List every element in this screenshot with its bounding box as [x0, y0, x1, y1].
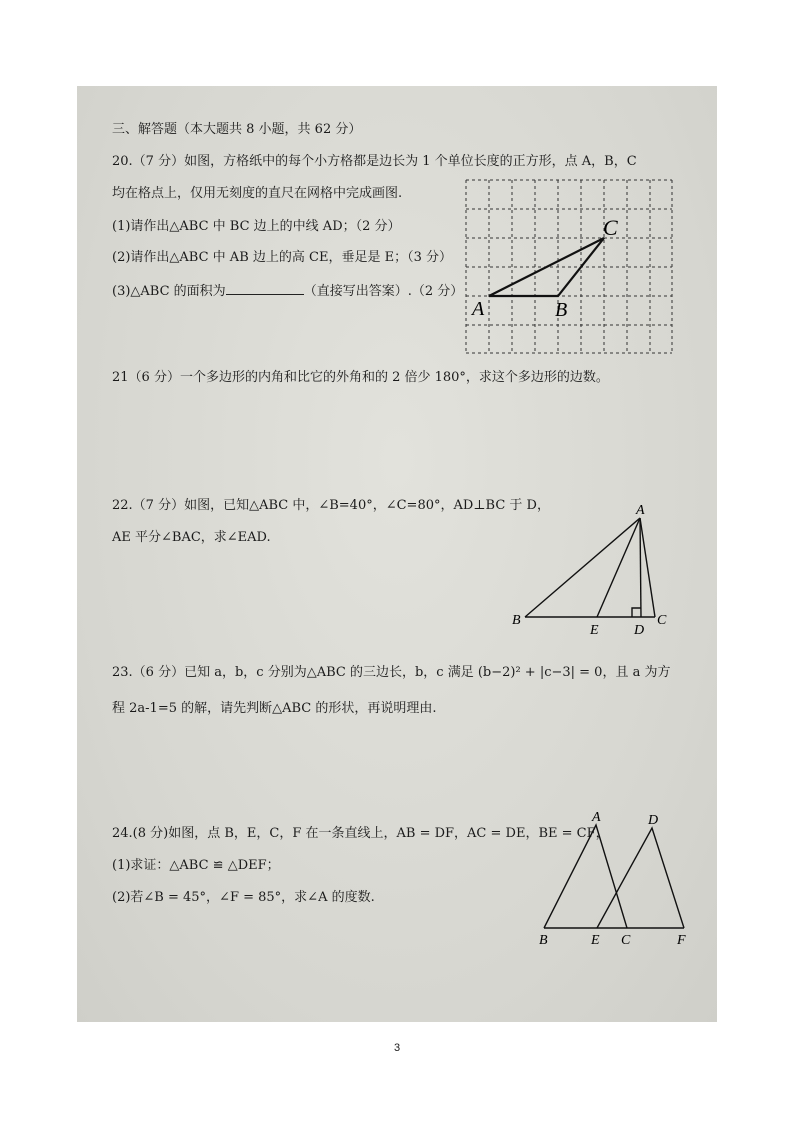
page-number: 3 [393, 1042, 401, 1054]
grid-lines [466, 180, 672, 353]
label-e: E [591, 933, 600, 948]
q20-part2: (2)请作出△ABC 中 AB 边上的高 CE，垂足是 E；（3 分） [112, 250, 452, 265]
label-b: B [539, 933, 548, 948]
section-title: 三、解答题（本大题共 8 小题，共 62 分） [112, 122, 362, 137]
label-c: C [603, 215, 618, 240]
q20-line1: 20.（7 分）如图，方格纸中的每个小方格都是边长为 1 个单位长度的正方形，点 A，B，C [112, 154, 637, 169]
q22-line1: 22.（7 分）如图，已知△ABC 中，∠B=40°，∠C=80°，AD⊥BC 于 D， [112, 498, 550, 513]
label-c: C [621, 933, 631, 948]
label-f: F [677, 933, 686, 948]
label-b: B [555, 299, 568, 321]
q23-line1: 23.（6 分）已知 a，b，c 分别为△ABC 的三边长，b，c 满足 (b−2)² + |c−3| = 0，且 a 为方 [112, 665, 671, 680]
label-e: E [590, 623, 599, 638]
q20-part3-prefix: (3)△ABC 的面积为 [112, 284, 226, 299]
answer-blank[interactable] [226, 282, 304, 295]
label-a: A [472, 298, 485, 320]
q24-part2: (2)若∠B = 45°，∠F = 85°，求∠A 的度数. [112, 890, 375, 905]
q24-triangles-figure [532, 808, 697, 953]
label-b: B [512, 613, 521, 628]
q24-part1: (1)求证：△ABC ≌ △DEF； [112, 858, 280, 873]
q24-line1: 24.(8 分)如图，点 B，E，C，F 在一条直线上，AB = DF，AC = DE，BE = CF， [112, 826, 609, 841]
q21-text: 21（6 分）一个多边形的内角和比它的外角和的 2 倍少 180°，求这个多边形的边数。 [112, 370, 609, 385]
label-c: C [657, 613, 667, 628]
q20-line2: 均在格点上，仅用无刻度的直尺在网格中完成画图. [112, 186, 403, 201]
q20-part3 [112, 282, 463, 301]
label-a: A [592, 810, 601, 825]
q22-line2: AE 平分∠BAC，求∠EAD. [112, 530, 271, 545]
q20-part3-suffix: （直接写出答案）.（2 分） [303, 284, 464, 299]
q20-grid-figure [460, 175, 680, 360]
label-a: A [636, 503, 645, 518]
label-d: D [648, 813, 659, 828]
q23-line2: 程 2a-1=5 的解，请先判断△ABC 的形状，再说明理由. [112, 701, 437, 716]
label-d: D [634, 623, 645, 638]
q22-triangle-figure [505, 498, 675, 638]
q20-part1: (1)请作出△ABC 中 BC 边上的中线 AD；（2 分） [112, 219, 401, 234]
